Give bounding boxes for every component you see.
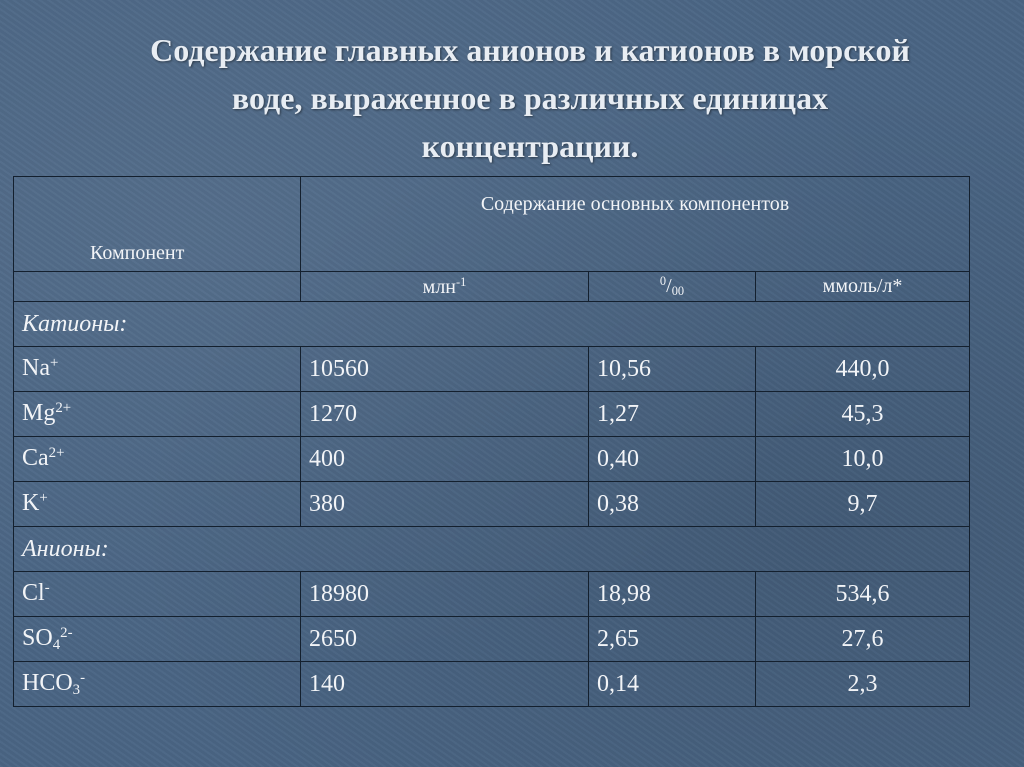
- value-mln: 18980: [301, 572, 589, 617]
- group-row-cations: [14, 302, 970, 347]
- ion-row: [14, 437, 970, 482]
- value-permille: 0,40: [589, 437, 756, 482]
- value-permille: 2,65: [589, 617, 756, 662]
- value-mmol: 10,0: [756, 437, 970, 482]
- value-mln: 2650: [301, 617, 589, 662]
- ion-base: Cl: [22, 579, 45, 606]
- value-mln: 140: [301, 662, 589, 707]
- ion-subscript: 3: [72, 681, 81, 698]
- unit-permille-bottom: 00: [671, 283, 685, 298]
- ion-subscript: 4: [52, 636, 61, 653]
- value-mmol: 440,0: [756, 347, 970, 392]
- ion-concentration-table: [13, 176, 970, 707]
- units-row: [14, 272, 970, 302]
- value-mln: 10560: [301, 347, 589, 392]
- value-mln: 400: [301, 437, 589, 482]
- units-empty-cell: [14, 272, 301, 302]
- ion-formula: [14, 437, 301, 482]
- ion-charge: 2+: [48, 444, 65, 461]
- value-mmol: 27,6: [756, 617, 970, 662]
- ion-row: [14, 572, 970, 617]
- unit-permille: [589, 272, 756, 302]
- title-line-2: воде, выраженное в различных единицах: [231, 80, 829, 116]
- unit-mmol: ммоль/л*: [756, 272, 970, 302]
- ion-charge: 2-: [60, 624, 73, 641]
- header-component: Компонент: [14, 177, 301, 272]
- slide-title: [40, 26, 1020, 170]
- unit-mln: [301, 272, 589, 302]
- ion-charge: -: [80, 669, 86, 686]
- ion-charge: +: [49, 354, 59, 371]
- cations-rows: [14, 347, 970, 527]
- group-label-cations: Катионы:: [14, 302, 970, 347]
- ion-row: [14, 482, 970, 527]
- ion-charge: -: [44, 579, 50, 596]
- group-row-anions: [14, 527, 970, 572]
- ion-base: Mg: [22, 399, 56, 426]
- value-permille: 18,98: [589, 572, 756, 617]
- title-line-3: концентрации.: [421, 128, 639, 164]
- ion-formula: [14, 347, 301, 392]
- unit-mln-base: млн: [422, 275, 456, 298]
- unit-permille-top: 0: [659, 274, 667, 289]
- value-mmol: 45,3: [756, 392, 970, 437]
- ion-base: HCO: [22, 669, 73, 696]
- value-permille: 10,56: [589, 347, 756, 392]
- ion-formula: [14, 392, 301, 437]
- ion-charge: +: [39, 489, 48, 506]
- value-mmol: 2,3: [756, 662, 970, 707]
- ion-row: [14, 617, 970, 662]
- ion-base: K: [22, 489, 40, 516]
- ion-row: [14, 662, 970, 707]
- ion-row: [14, 392, 970, 437]
- ion-row: [14, 347, 970, 392]
- ion-base: Na: [22, 354, 50, 381]
- ion-base: Ca: [22, 444, 49, 471]
- unit-mln-exponent: -1: [456, 274, 467, 289]
- ion-formula: [14, 617, 301, 662]
- title-line-1: Содержание главных анионов и катионов в морской: [150, 32, 910, 68]
- value-mln: 380: [301, 482, 589, 527]
- ion-base: SO: [22, 624, 53, 651]
- group-label-anions: Анионы:: [14, 527, 970, 572]
- anions-rows: [14, 572, 970, 707]
- value-mln: 1270: [301, 392, 589, 437]
- ion-formula: [14, 662, 301, 707]
- value-permille: 0,14: [589, 662, 756, 707]
- value-mmol: 9,7: [756, 482, 970, 527]
- ion-formula: [14, 482, 301, 527]
- ion-formula: [14, 572, 301, 617]
- unit-permille-slash: /: [666, 274, 672, 297]
- value-permille: 0,38: [589, 482, 756, 527]
- value-permille: 1,27: [589, 392, 756, 437]
- header-main-components: Содержание основных компонентов: [301, 177, 970, 272]
- value-mmol: 534,6: [756, 572, 970, 617]
- ion-charge: 2+: [55, 399, 72, 416]
- header-row: [14, 177, 970, 272]
